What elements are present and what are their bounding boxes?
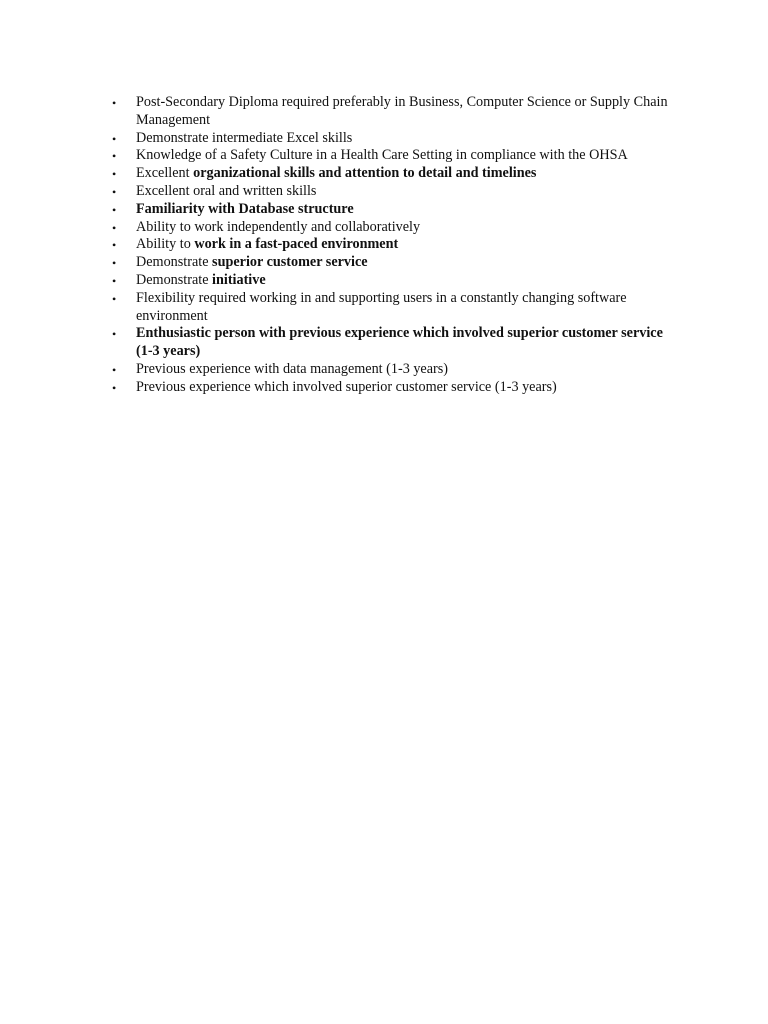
item-previous-customer-service [112,379,672,397]
bold-text: Enthusiastic person with previous experience which involved superior customer service (1-3 years) [136,325,663,360]
text: Flexibility required working in and supporting users in a constantly changing software environment [136,289,627,324]
bullet-icon: • [112,202,117,217]
item-safety-culture [112,147,672,165]
bold-text: Familiarity with Database structure [136,200,354,217]
bullet-icon: • [112,291,117,306]
bold-text: initiative [212,271,266,288]
item-independent-collaborative [112,219,672,237]
bullet-icon: • [112,184,117,199]
bullet-icon: • [112,256,117,271]
text: Demonstrate intermediate Excel skills [136,129,353,146]
text: Ability to work independently and collaboratively [136,218,421,235]
text: Demonstrate [136,254,213,271]
text: Ability to [136,236,195,253]
bullet-icon: • [112,238,117,253]
item-fast-paced [112,236,672,254]
item-database-structure [112,201,672,219]
bold-text: work in a fast-paced environment [194,236,399,253]
bullet-icon: • [112,131,117,146]
bullet-icon: • [112,327,117,342]
item-flexibility [112,290,672,326]
item-enthusiastic-person [112,325,672,361]
text: Previous experience which involved superior customer service (1-3 years) [136,378,557,395]
text: Demonstrate [136,271,213,288]
text: Post-Secondary Diploma required preferably in Business, Computer Science or Supply Chain Management [136,94,668,128]
bullet-icon: • [112,167,117,182]
item-organizational-skills [112,165,672,183]
item-excel-skills [112,130,672,148]
requirements-list [112,94,672,397]
bold-text: organizational skills and attention to detail and timelines [193,165,537,182]
bullet-icon: • [112,149,117,164]
text: Excellent oral and written skills [136,182,317,199]
item-customer-service [112,254,672,272]
item-initiative [112,272,672,290]
bold-text: superior customer service [212,254,368,271]
bullet-icon: • [112,220,117,235]
text: Previous experience with data management (1-3 years) [136,360,449,377]
bullet-icon: • [112,362,117,377]
item-post-secondary-diploma [112,94,672,130]
bullet-icon: • [112,96,117,110]
bullet-icon: • [112,273,117,288]
item-oral-written-skills [112,183,672,201]
text: Excellent [136,165,194,182]
item-data-management [112,361,672,379]
text: Knowledge of a Safety Culture in a Health Care Setting in compliance with the OHSA [136,147,628,164]
bullet-icon: • [112,380,117,395]
